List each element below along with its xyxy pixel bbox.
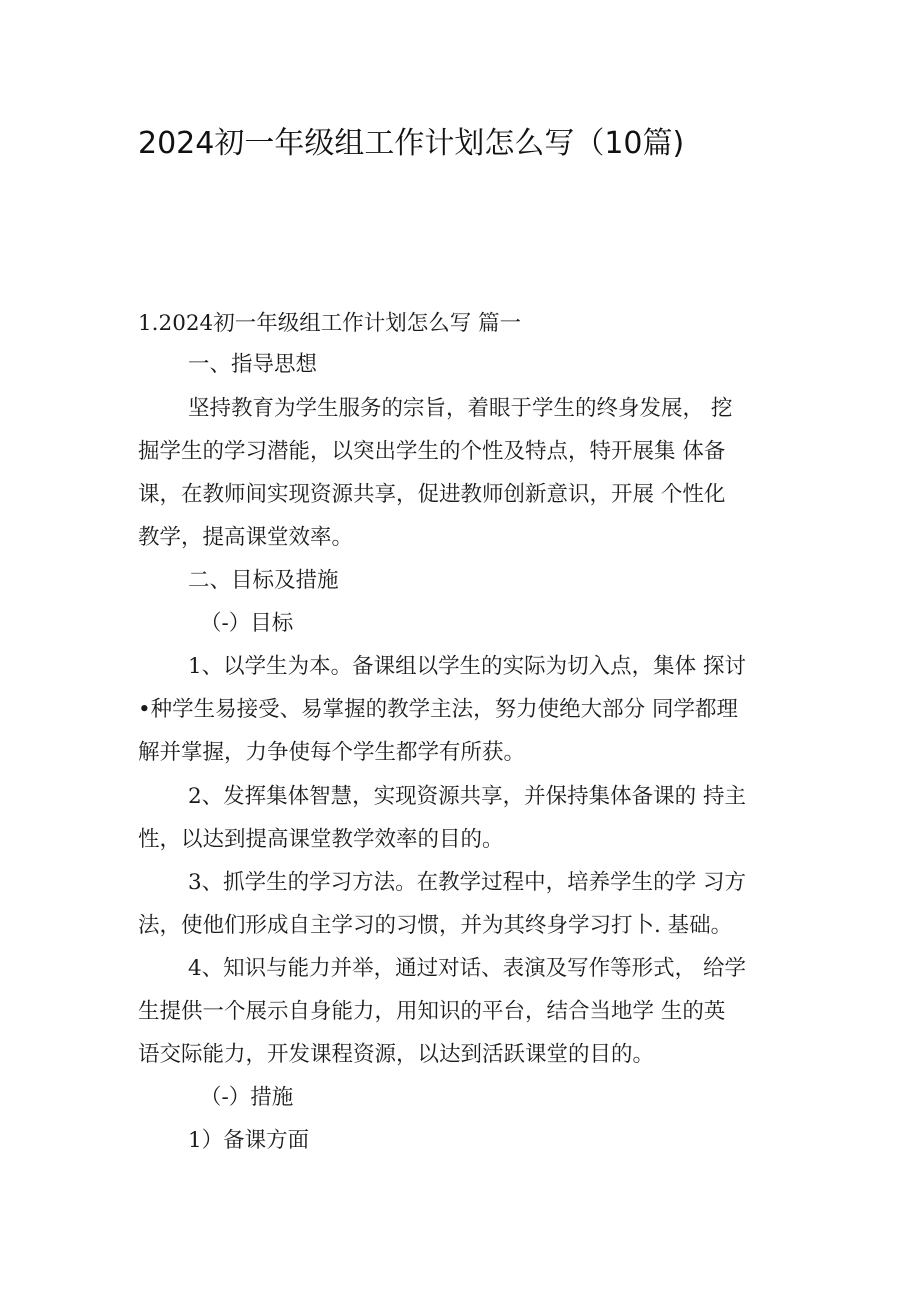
document-title: 2024初一年级组工作计划怎么写（10篇) — [138, 126, 685, 161]
subheading-goals: （-）目标 — [200, 611, 294, 636]
paragraph-line: 语交际能力，开发课程资源，以达到活跃课堂的目的。 — [138, 1042, 655, 1067]
paragraph-line: 解并掌握，力争使每个学生都学有所获。 — [138, 740, 526, 765]
paragraph-line: 掘学生的学习潜能，以突出学生的个性及特点，特开展集 体备 — [138, 439, 726, 464]
heading-guiding-thought: 一、指导思想 — [188, 352, 318, 377]
paragraph-line: 3、抓学生的学习方法。在教学过程中，培养学生的学 习方 — [188, 870, 747, 895]
paragraph-line: 1、以学生为本。备课组以学生的实际为切入点，集体 探讨 — [188, 654, 747, 679]
paragraph-line: 教学，提高课堂效率。 — [138, 525, 354, 550]
paragraph-line: 4、知识与能力并举，通过对话、表演及写作等形式， 给学 — [188, 956, 747, 981]
subheading-measures: （-）措施 — [200, 1085, 294, 1110]
paragraph-line: 坚持教育为学生服务的宗旨，着眼于学生的终身发展， 挖 — [188, 396, 733, 421]
section-heading: 1.2024初一年级组工作计划怎么写 篇一 — [138, 311, 522, 336]
heading-goals-measures: 二、目标及措施 — [188, 568, 339, 593]
subheading-lesson-prep: 1）备课方面 — [188, 1128, 310, 1153]
paragraph-line: 课，在教师间实现资源共享，促进教师创新意识，开展 个性化 — [138, 482, 726, 507]
paragraph-line: 2、发挥集体智慧，实现资源共享，并保持集体备课的 持主 — [188, 784, 747, 809]
paragraph-line: 性，以达到提高课堂教学效率的目的。 — [138, 827, 504, 852]
paragraph-line: 生提供一个展示自身能力，用知识的平台，结合当地学 生的英 — [138, 999, 726, 1024]
paragraph-line: 法，使他们形成自主学习的习惯，并为其终身学习打卜. 基础。 — [138, 913, 733, 938]
paragraph-line: •种学生易接受、易掌握的教学主法，努力使绝大部分 同学都理 — [138, 697, 739, 722]
